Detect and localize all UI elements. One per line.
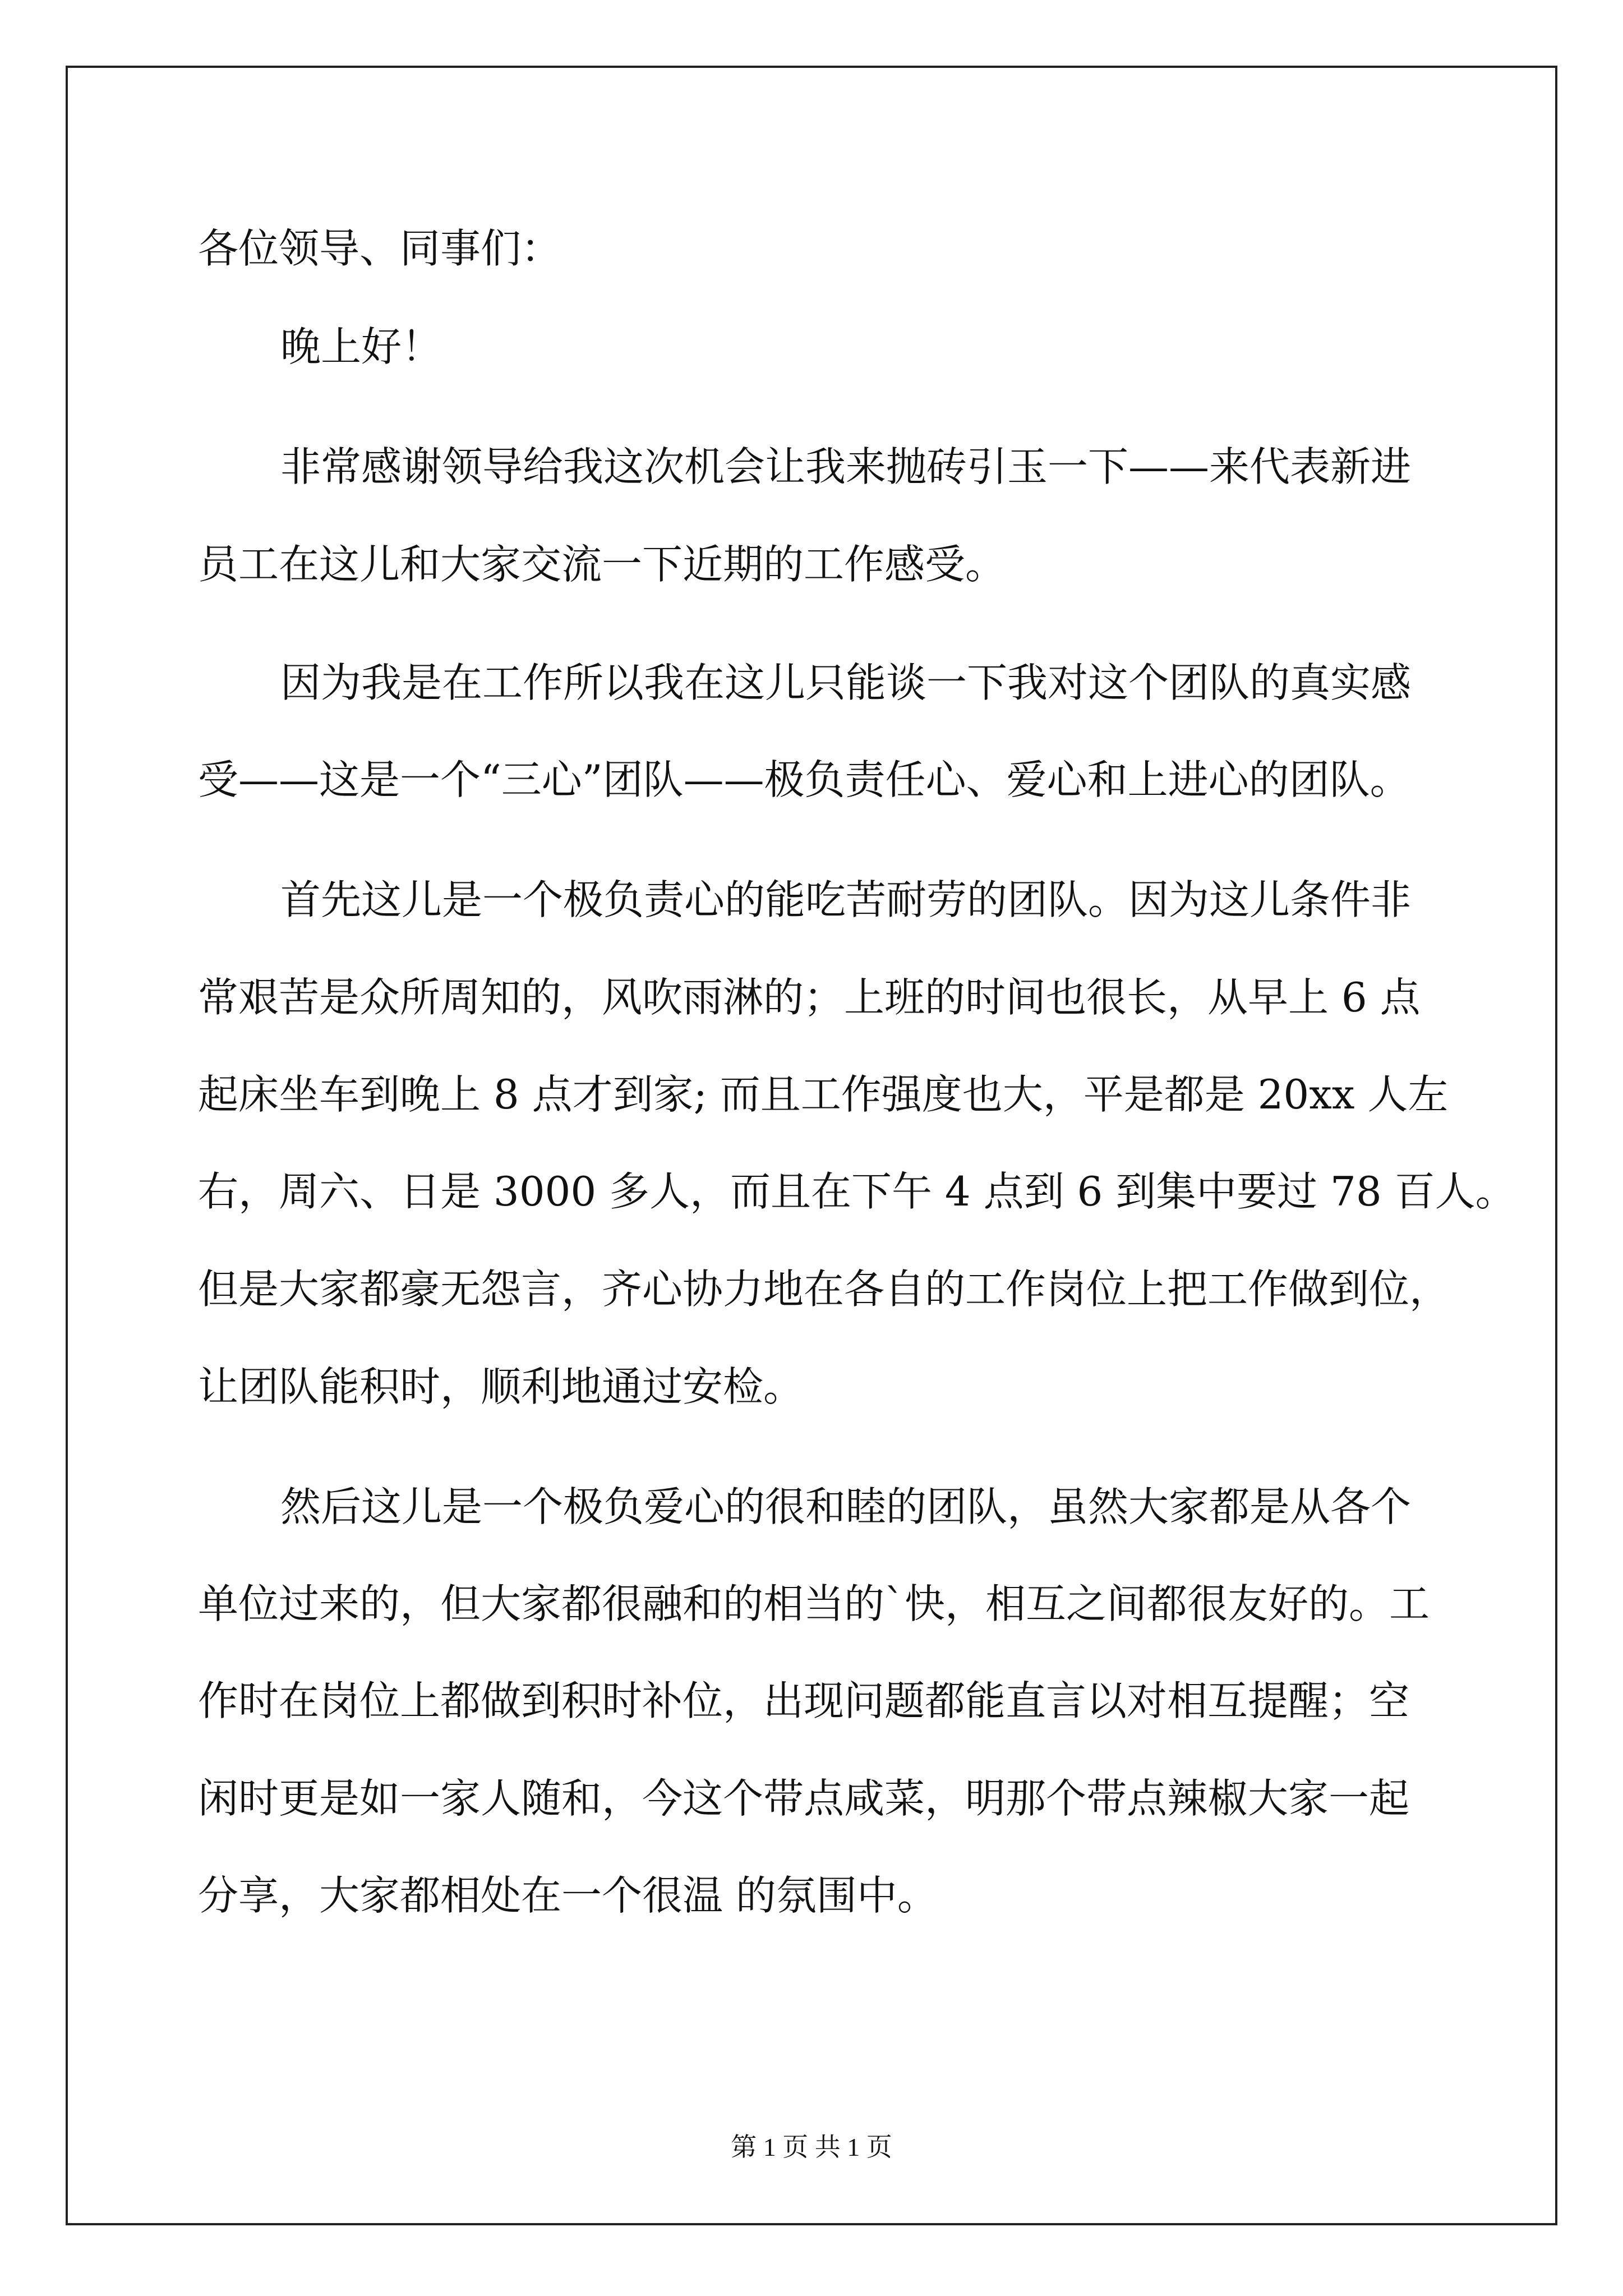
- paragraph-line: 但是大家都豪无怨言，齐心协力地在各自的工作岗位上把工作做到位，: [198, 1266, 1450, 1313]
- page-number-footer: 第 1 页 共 1 页: [731, 2133, 892, 2161]
- salutation: 各位领导、同事们：: [198, 225, 562, 272]
- paragraph-line: 受——这是一个“三心”团队——极负责任心、爱心和上进心的团队。: [198, 756, 1410, 803]
- paragraph-line: 右，周六、日是 3000 多人，而且在下午 4 点到 6 到集中要过 78 百人。: [198, 1168, 1516, 1215]
- greeting: 晚上好！: [280, 323, 442, 370]
- paragraph-line: 常艰苦是众所周知的，风吹雨淋的；上班的时间也很长，从早上 6 点: [198, 974, 1421, 1021]
- paragraph-line: 让团队能积时，顺利地通过安检。: [198, 1363, 804, 1410]
- paragraph-line: 起床坐车到晚上 8 点才到家; 而且工作强度也大，平是都是 20xx 人左: [198, 1071, 1449, 1118]
- paragraph-line: 非常感谢领导给我这次机会让我来抛砖引玉一下——来代表新进: [280, 443, 1412, 490]
- paragraph-line: 作时在岗位上都做到积时补位，出现问题都能直言以对相互提醒；空: [198, 1677, 1410, 1724]
- paragraph-line: 分享，大家都相处在一个很温 的氛围中。: [198, 1872, 938, 1919]
- paragraph-line: 因为我是在工作所以我在这儿只能谈一下我对这个团队的真实感: [280, 659, 1412, 706]
- paragraph-line: 首先这儿是一个极负责心的能吃苦耐劳的团队。因为这儿条件非: [280, 876, 1412, 923]
- paragraph-line: 闲时更是如一家人随和，今这个带点咸菜，明那个带点辣椒大家一起: [198, 1775, 1410, 1822]
- paragraph-line: 员工在这儿和大家交流一下近期的工作感受。: [198, 541, 1006, 588]
- paragraph-line: 然后这儿是一个极负爱心的很和睦的团队，虽然大家都是从各个: [280, 1483, 1412, 1530]
- paragraph-line: 单位过来的，但大家都很融和的相当的`快，相互之间都很友好的。工: [198, 1580, 1430, 1627]
